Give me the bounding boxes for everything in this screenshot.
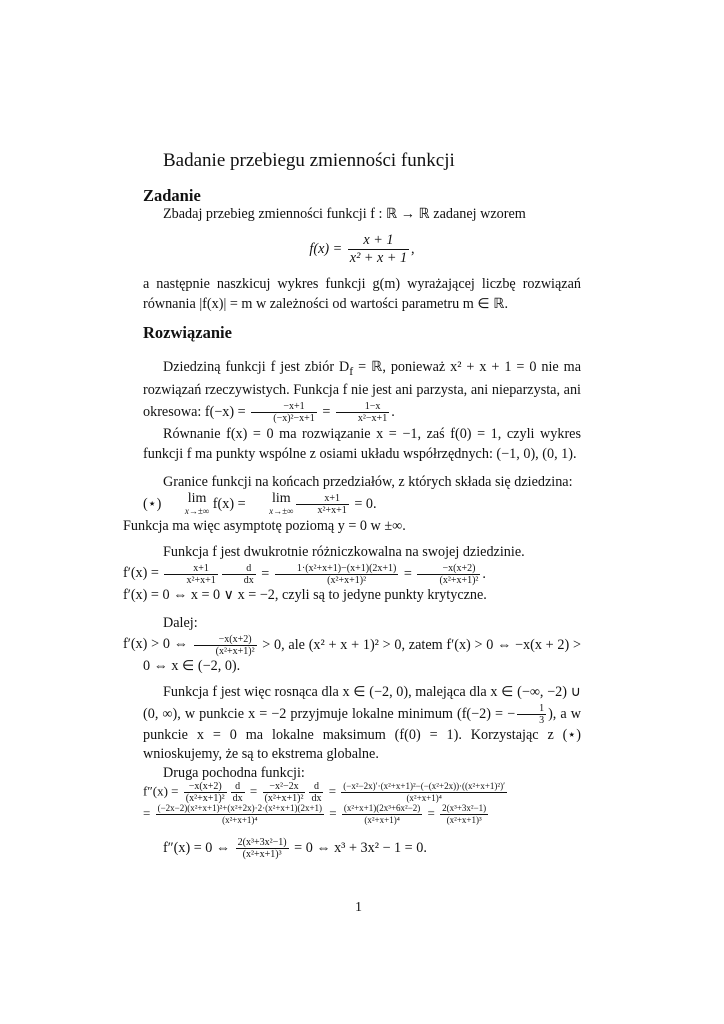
formula-tail: , [411,240,415,257]
p7-eq-3: = [326,805,340,821]
p1-frac1-den: (−x)²−x+1 [273,413,315,425]
p7-d-den: dx [232,793,243,804]
p6-part-a: Funkcja f jest więc rosnąca dla x ∈ (−2, 0), malejąca dla x ∈ (−∞, −2) ∪ (0, ∞), w punkcie x = −2 przyjmuje lokalne minimum (f(−2) = − [143,684,581,722]
p4-part-b: f′(x) = 0 ⇔ x = 0 ∨ x = −2, czyli są to jedyne punkty krytyczne. [123,586,487,603]
second-derivative-line-2 [143,803,581,826]
p7-fraction-2 [263,781,306,804]
p4-fraction-2 [275,563,399,586]
p4-eq: = [257,565,273,582]
p8-frac-den: (x²+x+1)³ [242,849,282,860]
p5-rest: > 0, ale (x² + x + 1)² > 0, zatem f′(x) > 0 ⇔ −x(x + 2) > 0 ⇔ x ∈ (−2, 0). [143,636,581,674]
p7-frac2-num: −x²−2x [263,781,306,793]
p8-fraction [236,837,289,860]
p7-line2-lead: = [143,805,154,821]
p1-fraction-1 [251,401,317,424]
p4-frac2-den: (x²+x+1)² [327,574,367,586]
p6-frac-num: 1 [517,703,546,715]
p7-frac3-num: (−x²−2x)′·(x²+x+1)²−(−(x²+2x))·((x²+x+1)²)′ [343,781,506,791]
p3-mid: f(x) = [209,495,250,512]
p4-d-den: dx [243,574,254,586]
p7-fraction-1 [184,781,227,804]
p3-lim-sub-2: x→±∞ [269,505,294,516]
p3-lim-word-2: lim [272,490,291,506]
paragraph-limits [123,473,581,536]
task-intro: Zbadaj przebieg zmienności funkcji f : ℝ → ℝ zadanej wzorem [163,206,526,222]
p5-part-a: Dalej: [163,615,198,631]
second-derivative-line-1 [143,781,581,804]
paragraph-inflection [143,837,581,860]
p8-frac-num: 2(x³+3x²−1) [237,837,287,848]
p7-frac3-den: (x²+x+1)⁴ [406,793,442,803]
p4-frac1-den: x²+x+1 [186,574,216,586]
p1-part-b: = ℝ, ponieważ x² + x + 1 = 0 nie ma rozwiązań rzeczywistych. Funkcja f nie jest ani parzysta, ani nieparzysta, ani okresowa: f(−x) = [143,359,581,420]
p7-frac5-num: (x²+x+1)(2x³+6x²−2) [343,803,421,813]
p4-end: . [482,565,486,582]
p7-d-dx [231,781,245,804]
p7-frac1-num: −x(x+2) [184,781,227,793]
paragraph-zeros: Równanie f(x) = 0 ma rozwiązanie x = −1, zaś f(0) = 1, czyli wykres funkcji f ma punkty wspólne z osiami układu współrzędnych: (−1, 0), (0, 1). [143,426,581,462]
p4-frac1-num: x+1 [164,563,217,575]
p1-end: . [391,403,395,420]
p3-frac-den: x²+x+1 [317,504,347,516]
p7-lhs: f″(x) = [143,783,182,799]
p8-rest: = 0 ⇔ x³ + 3x² − 1 = 0. [290,839,427,856]
task-rest: a następnie naszkicuj wykres funkcji g(m) wyrażającej liczbę rozwiązań równania |f(x)| = m w zależności od wartości parametru m ∈ ℝ. [143,276,581,312]
p4-frac3-den: (x²+x+1)² [439,574,479,586]
p5-lhs: f′(x) > 0 ⇔ [123,636,192,653]
p3-part-b: Funkcja ma więc asymptotę poziomą y = 0 w ±∞. [123,517,406,534]
p3-lim-sub: x→±∞ [184,505,210,516]
p7-frac5-den: (x²+x+1)⁴ [364,815,400,825]
p6-fraction [517,703,546,726]
p3-star: (⋆) [143,495,165,512]
formula-lhs: f(x) = [309,240,346,257]
p5-fraction [194,634,257,657]
p7-d-den-2: dx [311,793,322,804]
p3-part-a: Granice funkcji na końcach przedziałów, z których składa się dziedzina: [163,474,573,490]
p7-d-num-2: d [309,781,323,793]
p3-limit-2 [249,490,294,517]
formula-denominator: x² + x + 1 [349,250,408,266]
p3-fraction [296,493,349,516]
p5-frac-num: −x(x+2) [194,634,257,646]
p4-lhs: f′(x) = [123,565,163,582]
p3-limit [165,490,210,517]
task-heading: Zadanie [143,186,201,205]
p7-fraction-4 [156,803,324,826]
p1-fraction-2 [336,401,389,424]
p6-part-b: ), a w punkcie x = 0 ma lokalne maksimum (f(0) = 1). Korzystając z (⋆) wnioskujemy, że są to ekstrema globalne. [143,705,581,763]
paragraph-monotonic [123,614,581,676]
p3-end: = 0. [350,495,377,512]
p3-frac-num: x+1 [296,493,349,505]
p8-lhs: f″(x) = 0 ⇔ [163,839,234,856]
p4-part-a: Funkcja f jest dwukrotnie różniczkowalna na swojej dziedzinie. [163,544,525,560]
p7-frac1-den: (x²+x+1)² [185,793,225,804]
p7-frac6-den: (x²+x+1)³ [446,815,482,825]
document-page [123,0,581,1024]
p7-frac4-den: (x²+x+1)⁴ [222,815,258,825]
page-number: 1 [355,900,362,915]
formula-fraction [348,232,409,267]
p7-frac4-num: (−2x−2)(x²+x+1)²+(x²+2x)·2·(x²+x+1)(2x+1) [157,803,323,813]
p7-frac2-den: (x²+x+1)² [264,793,304,804]
p4-d-dx [222,563,256,586]
p1-frac2-den: x²−x+1 [357,413,388,425]
p1-frac2-num: 1−x [336,401,389,413]
p4-fraction-3 [417,563,480,586]
p3-lim-word: lim [187,490,207,506]
formula-numerator: x + 1 [348,232,409,250]
p5-frac-den: (x²+x+1)² [215,645,255,657]
p4-frac2-num: 1·(x²+x+1)−(x+1)(2x+1) [275,563,399,575]
p7-frac6-num: 2(x³+3x²−1) [442,803,487,813]
p1-part-a: Dziedziną funkcji f jest zbiór D [163,359,350,375]
p7-eq-4: = [424,805,439,821]
solution-heading: Rozwiązanie [143,323,232,342]
p7-fraction-6 [440,803,488,826]
p7-fraction-5 [342,803,422,826]
p1-frac1-num: −x+1 [251,401,317,413]
p7-fraction-3 [341,781,507,804]
p4-d-num: d [222,563,256,575]
page-title: Badanie przebiegu zmienności funkcji [163,150,455,171]
p4-eq-2: = [400,565,416,582]
p1-subscript: f [349,363,354,378]
p7-eq: = [246,783,261,799]
p7-d-dx-2 [309,781,323,804]
p6-frac-den: 3 [539,714,545,726]
p7-part-a: Druga pochodna funkcji: [163,765,305,781]
task-formula [143,232,581,267]
p1-eq: = [318,403,334,420]
p7-eq-2: = [325,783,340,799]
paragraph-domain [143,358,581,424]
p7-d-num: d [231,781,245,793]
p4-frac3-num: −x(x+2) [417,563,480,575]
paragraph-extrema [143,683,581,765]
p4-fraction-1 [164,563,217,586]
paragraph-derivative [123,543,581,605]
